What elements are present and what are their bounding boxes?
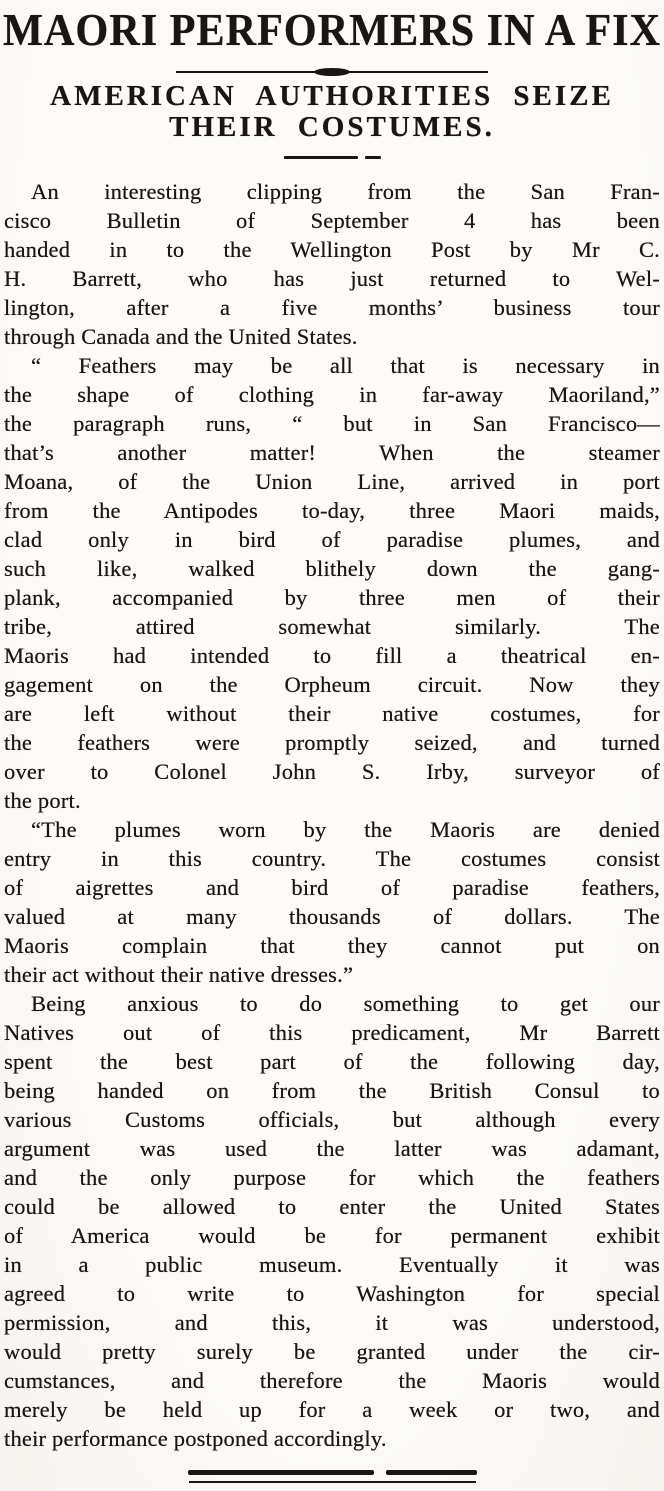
article-line: the paragraph runs, “ but in San Francisco—: [4, 411, 660, 436]
article-line: their act without their native dresses.”: [4, 962, 354, 987]
article-line: gagement on the Orpheum circuit. Now they: [4, 672, 660, 697]
article-line: would pretty surely be granted under the cir-: [4, 1339, 660, 1364]
article-line: “The plumes worn by the Maoris are denied: [31, 817, 660, 842]
article-line: Maoris complain that they cannot put on: [4, 933, 660, 958]
section-rule-long-dash: [284, 156, 358, 159]
article-paragraph: [4, 815, 660, 989]
headline-divider: [176, 67, 488, 76]
article-line: argument was used the latter was adamant,: [4, 1136, 660, 1161]
divider-line-left: [176, 71, 317, 73]
article-line: of America would be for permanent exhibit: [4, 1223, 660, 1248]
article-line: through Canada and the United States.: [4, 324, 358, 349]
diamond-ornament-icon: [314, 68, 350, 76]
article-line: entry in this country. The costumes consist: [4, 846, 660, 871]
article-line: the feathers were promptly seized, and turned: [4, 730, 660, 755]
article-line: the shape of clothing in far-away Maoriland,”: [4, 382, 660, 407]
end-rule-top-left-segment: [188, 1470, 374, 1475]
subheadline-line-2: THEIR COSTUMES.: [169, 111, 495, 143]
article-line: could be allowed to enter the United States: [4, 1194, 660, 1219]
article-line: Moana, of the Union Line, arrived in port: [4, 469, 660, 494]
end-rule-top: [188, 1470, 477, 1475]
article-line: H. Barrett, who has just returned to Wel-: [4, 266, 660, 291]
article-line: Natives out of this predicament, Mr Barrett: [4, 1020, 660, 1045]
article-line: over to Colonel John S. Irby, surveyor of: [4, 759, 660, 784]
section-rule: [280, 156, 384, 159]
article-line: and the only purpose for which the feathers: [4, 1165, 660, 1190]
article-line: that’s another matter! When the steamer: [4, 440, 660, 465]
subheadline-line-1: AMERICAN AUTHORITIES SEIZE: [50, 80, 614, 112]
article-line: cumstances, and therefore the Maoris would: [4, 1368, 660, 1393]
headline-text: MAORI PERFORMERS IN A FIX: [3, 4, 662, 55]
section-rule-short-dash: [365, 156, 381, 159]
article-line: various Customs officials, but although every: [4, 1107, 660, 1132]
article-line: agreed to write to Washington for special: [4, 1281, 660, 1306]
article-line: spent the best part of the following day,: [4, 1049, 660, 1074]
article-line: “ Feathers may be all that is necessary in: [31, 353, 660, 378]
article-line: from the Antipodes to-day, three Maori maids,: [4, 498, 660, 523]
article-paragraph: [4, 177, 660, 351]
article-paragraph: [4, 351, 660, 815]
article-line: handed in to the Wellington Post by Mr C.: [4, 237, 660, 262]
headline: [0, 6, 664, 56]
article-line: being handed on from the British Consul to: [4, 1078, 660, 1103]
subheadline: [0, 81, 664, 143]
article-line: cisco Bulletin of September 4 has been: [4, 208, 660, 233]
article-line: their performance postponed accordingly.: [4, 1426, 387, 1451]
article-line: tribe, attired somewhat similarly. The: [4, 614, 660, 639]
article-line: the port.: [4, 788, 81, 813]
article-line: plank, accompanied by three men of their: [4, 585, 660, 610]
end-rule-top-right-segment: [386, 1470, 477, 1475]
end-rule-bottom: [189, 1481, 476, 1483]
article-line: permission, and this, it was understood,: [4, 1310, 660, 1335]
article-line: lington, after a five months’ business tour: [4, 295, 660, 320]
article-line: Being anxious to do something to get our: [31, 991, 660, 1016]
article-body: [0, 177, 664, 1453]
article-line: clad only in bird of paradise plumes, and: [4, 527, 660, 552]
article-line: such like, walked blithely down the gang-: [4, 556, 660, 581]
article-end-rule: [0, 1470, 664, 1483]
article-line: of aigrettes and bird of paradise feathers,: [4, 875, 660, 900]
article-line: An interesting clipping from the San Fran-: [31, 179, 660, 204]
article-line: Maoris had intended to fill a theatrical en-: [4, 643, 660, 668]
divider-line-right: [347, 71, 488, 73]
article-paragraph: [4, 989, 660, 1453]
article-line: merely be held up for a week or two, and: [4, 1397, 660, 1422]
article-line: valued at many thousands of dollars. The: [4, 904, 660, 929]
article-line: in a public museum. Eventually it was: [4, 1252, 660, 1277]
article-line: are left without their native costumes, for: [4, 701, 660, 726]
